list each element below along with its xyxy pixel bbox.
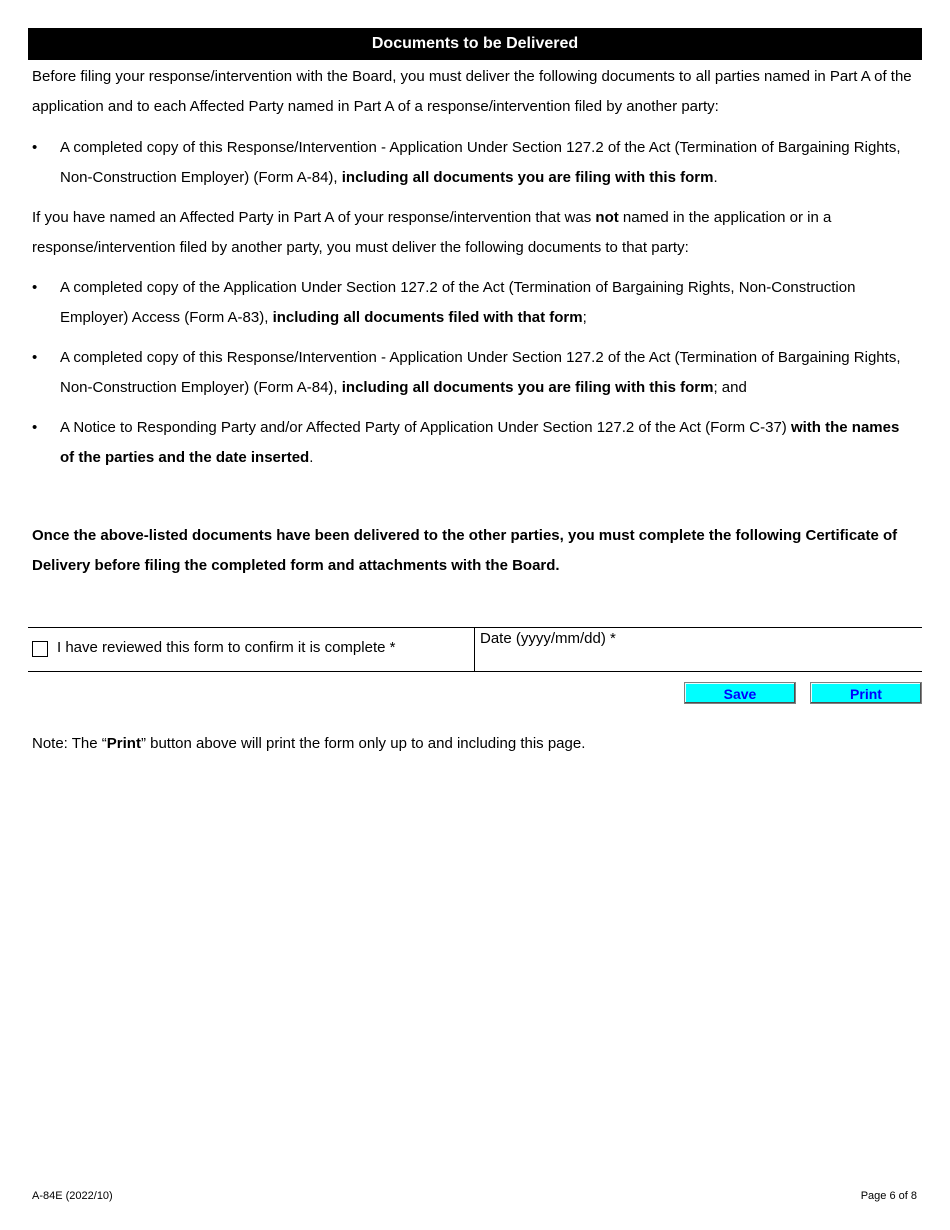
section-title: Documents to be Delivered	[28, 28, 922, 60]
list-item-text: A completed copy of this Response/Intervention - Application Under Section 127.2 of the Act (Termination of Bargaining Rights, Non-Construction Employer) (Form A-84), including all documents you are filing with this form; and	[60, 349, 901, 396]
bullet-icon: •	[32, 349, 38, 366]
bullet-icon: •	[32, 279, 38, 296]
save-button[interactable]: Save	[684, 682, 796, 704]
list-item-text: A Notice to Responding Party and/or Affected Party of Application Under Section 127.2 of the Act (Form C-37) with the names of the parties and the date inserted.	[60, 419, 900, 466]
list-item	[32, 133, 917, 192]
certificate-notice: Once the above-listed documents have been delivered to the other parties, you must complete the following Certificate of Delivery before filing the completed form and attachments with the Board.	[32, 527, 898, 574]
list-item-text: A completed copy of this Response/Intervention - Application Under Section 127.2 of the Act (Termination of Bargaining Rights, Non-Construction Employer) (Form A-84), including all documents you are filing with this form.	[60, 139, 901, 186]
form-identifier: A-84E (2022/10)	[32, 1190, 113, 1202]
bullet-icon: •	[32, 419, 38, 436]
certification-row	[28, 627, 922, 672]
affected-party-paragraph: If you have named an Affected Party in Part A of your response/intervention that was not named in the application or in a response/intervention filed by another party, you must deliver the following documents to that party:	[32, 209, 832, 256]
bullet-icon: •	[32, 139, 38, 156]
list-item-text: A completed copy of the Application Under Section 127.2 of the Act (Termination of Bargaining Rights, Non-Construction Employer) Access (Form A-83), including all documents filed with that form;	[60, 279, 856, 326]
print-button[interactable]: Print	[810, 682, 922, 704]
date-label: Date (yyyy/mm/dd) *	[480, 630, 616, 647]
list-item	[32, 343, 917, 402]
review-complete-label: I have reviewed this form to confirm it is complete *	[57, 639, 396, 656]
page-number: Page 6 of 8	[860, 1190, 917, 1202]
review-confirmation-cell	[28, 628, 475, 671]
list-item	[32, 273, 917, 332]
print-note: Note: The “Print” button above will print the form only up to and including this page.	[32, 735, 586, 752]
intro-paragraph: Before filing your response/intervention with the Board, you must deliver the following documents to all parties named in Part A of the application and to each Affected Party named in Part A of a response/intervention filed by another party:	[32, 68, 912, 115]
date-cell	[475, 628, 922, 671]
date-field[interactable]	[480, 649, 914, 669]
list-item	[32, 413, 917, 472]
review-complete-checkbox[interactable]	[32, 641, 48, 657]
